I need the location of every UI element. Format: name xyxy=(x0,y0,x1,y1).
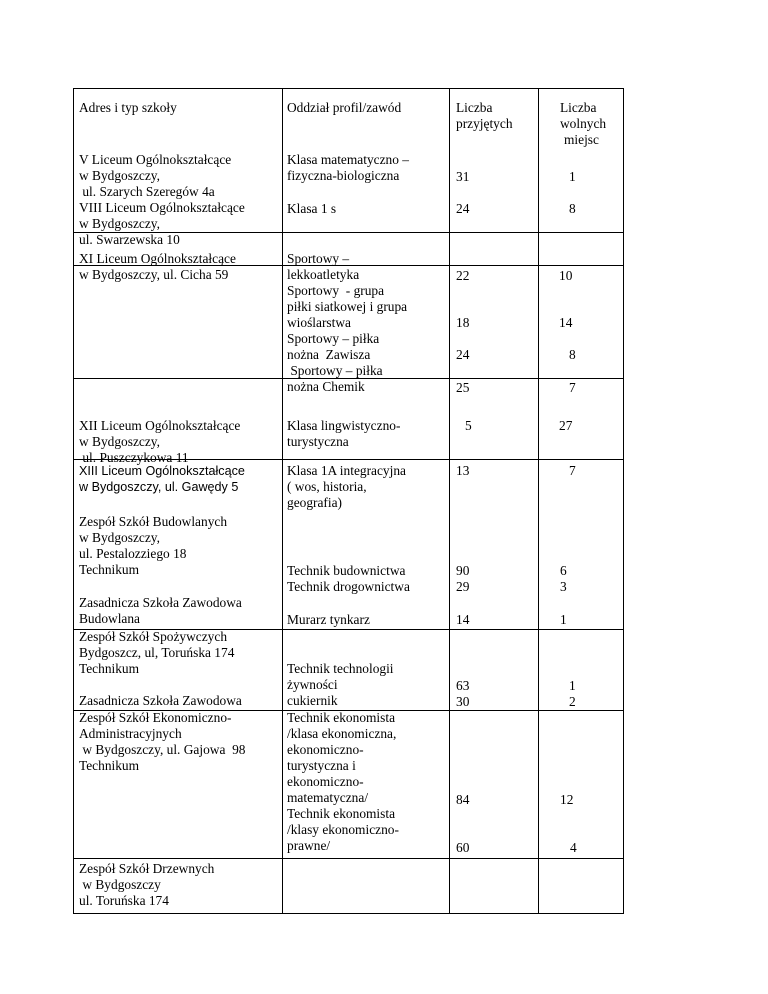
row4-free: 27 xyxy=(559,418,573,433)
row8-profile-line3: ekonomiczno- xyxy=(287,742,364,757)
row4-school-line3: ul. Puszczykowa 11 xyxy=(79,450,189,465)
row3-profile-line2: lekkoatletyka xyxy=(287,267,360,282)
row9-school-line2: w Bydgoszczy xyxy=(79,877,161,892)
row8-profile-line9: prawne/ xyxy=(287,838,331,853)
row3-admitted-3: 24 xyxy=(456,347,470,362)
row5-school-line2: w Bydgoszczy, ul. Gawędy 5 xyxy=(79,480,239,494)
row8-free-1: 12 xyxy=(560,792,574,807)
row1-profile-line2: fizyczna-biologiczna xyxy=(287,168,400,183)
row5-school-line1: XIII Liceum Ogólnokształcące xyxy=(79,464,245,478)
row4-admitted: 5 xyxy=(465,418,472,433)
row5-profile-line2: ( wos, historia, xyxy=(287,479,367,494)
header-free-line2: wolnych xyxy=(560,116,607,131)
header-admitted-line1: Liczba xyxy=(456,100,493,115)
row6-admitted-3: 14 xyxy=(456,612,470,627)
row9-school-line3: ul. Toruńska 174 xyxy=(79,893,169,908)
row3-profile-line9: nożna Chemik xyxy=(287,379,365,394)
row2-free: 8 xyxy=(569,201,576,216)
row8-profile-line4: turystyczna i xyxy=(287,758,356,773)
row8-profile-line8: /klasy ekonomiczno- xyxy=(287,822,399,837)
row3-admitted-2: 18 xyxy=(456,315,470,330)
row7-free-2: 2 xyxy=(569,694,576,709)
row1-free: 1 xyxy=(569,169,576,184)
row3-school-line2: w Bydgoszczy, ul. Cicha 59 xyxy=(79,267,229,282)
row8-school-line1: Zespół Szkół Ekonomiczno- xyxy=(79,710,232,725)
row7-school-line3: Technikum xyxy=(79,661,140,676)
row8-profile-line7: Technik ekonomista xyxy=(287,806,396,821)
row8-profile-line5: ekonomiczno- xyxy=(287,774,364,789)
row6-profile-line3: Murarz tynkarz xyxy=(287,612,370,627)
row6-school-line4: Technikum xyxy=(79,562,140,577)
row1-profile-line1: Klasa matematyczno – xyxy=(287,152,409,167)
header-free-line3: miejsc xyxy=(564,132,599,147)
row7-school-line2: Bydgoszcz, ul, Toruńska 174 xyxy=(79,645,235,660)
row5-profile-line1: Klasa 1A integracyjna xyxy=(287,463,406,478)
row7-profile-line1: Technik technologii xyxy=(287,661,394,676)
row6-school-line6: Zasadnicza Szkoła Zawodowa xyxy=(79,595,242,610)
row6-school-line3: ul. Pestalozziego 18 xyxy=(79,546,187,561)
row5-free: 7 xyxy=(569,463,576,478)
row1-school-line3: ul. Szarych Szeregów 4a xyxy=(79,184,215,199)
row8-admitted-2: 60 xyxy=(456,840,470,855)
row9-school-line1: Zespół Szkół Drzewnych xyxy=(79,861,215,876)
row6-free-2: 3 xyxy=(560,579,567,594)
row2-admitted: 24 xyxy=(456,201,470,216)
row3-profile-line1: Sportowy – xyxy=(287,251,350,266)
row7-school-line1: Zespół Szkół Spożywczych xyxy=(79,629,228,644)
row8-school-line2: Administracyjnych xyxy=(79,726,182,741)
row7-school-line5: Zasadnicza Szkoła Zawodowa xyxy=(79,693,242,708)
row1-school-line1: V Liceum Ogólnokształcące xyxy=(79,152,232,167)
row8-free-2: 4 xyxy=(570,840,577,855)
row3-admitted-1: 22 xyxy=(456,268,470,283)
row2-profile-line1: Klasa 1 s xyxy=(287,201,337,216)
row1-admitted: 31 xyxy=(456,169,470,184)
row7-admitted-2: 30 xyxy=(456,694,470,709)
row3-free-2: 14 xyxy=(559,315,573,330)
admissions-table xyxy=(73,88,624,914)
row3-profile-line5: wioślarstwa xyxy=(287,315,351,330)
row7-profile-line3: cukiernik xyxy=(287,693,338,708)
row4-school-line2: w Bydgoszczy, xyxy=(79,434,160,449)
row6-admitted-1: 90 xyxy=(456,563,470,578)
row3-admitted-4: 25 xyxy=(456,380,470,395)
header-profile: Oddział profil/zawód xyxy=(287,100,402,115)
row6-profile-line1: Technik budownictwa xyxy=(287,563,406,578)
row3-free-4: 7 xyxy=(569,380,576,395)
row6-profile-line2: Technik drogownictwa xyxy=(287,579,410,594)
row6-school-line1: Zespół Szkół Budowlanych xyxy=(79,514,228,529)
row8-school-line3: w Bydgoszczy, ul. Gajowa 98 xyxy=(79,742,246,757)
row8-admitted-1: 84 xyxy=(456,792,470,807)
row5-profile-line3: geografia) xyxy=(287,495,343,510)
header-school: Adres i typ szkoły xyxy=(79,100,177,115)
row8-profile-line2: /klasa ekonomiczna, xyxy=(287,726,397,741)
row7-profile-line2: żywności xyxy=(287,677,338,692)
row3-profile-line4: piłki siatkowej i grupa xyxy=(287,299,408,314)
row7-free-1: 1 xyxy=(569,678,576,693)
row3-school-line1: XI Liceum Ogólnokształcące xyxy=(79,251,236,266)
row4-profile-line2: turystyczna xyxy=(287,434,349,449)
row8-school-line4: Technikum xyxy=(79,758,140,773)
row8-profile-line1: Technik ekonomista xyxy=(287,710,396,725)
row3-free-3: 8 xyxy=(569,347,576,362)
row3-profile-line6: Sportowy – piłka xyxy=(287,331,380,346)
row6-free-3: 1 xyxy=(560,612,567,627)
row4-profile-line1: Klasa lingwistyczno- xyxy=(287,418,401,433)
row6-school-line2: w Bydgoszczy, xyxy=(79,530,160,545)
row6-school-line7: Budowlana xyxy=(79,611,140,626)
header-free-line1: Liczba xyxy=(560,100,597,115)
row7-admitted-1: 63 xyxy=(456,678,470,693)
row8-profile-line6: matematyczna/ xyxy=(287,790,369,805)
row2-school-line3: ul. Swarzewska 10 xyxy=(79,232,180,247)
row2-school-line1: VIII Liceum Ogólnokształcące xyxy=(79,200,245,215)
row3-profile-line7: nożna Zawisza xyxy=(287,347,371,362)
row4-school-line1: XII Liceum Ogólnokształcące xyxy=(79,418,241,433)
row3-free-1: 10 xyxy=(559,268,573,283)
row1-school-line2: w Bydgoszczy, xyxy=(79,168,160,183)
row5-admitted: 13 xyxy=(456,463,470,478)
row6-free-1: 6 xyxy=(560,563,567,578)
row2-school-line2: w Bydgoszczy, xyxy=(79,216,160,231)
header-admitted-line2: przyjętych xyxy=(456,116,513,131)
row3-profile-line3: Sportowy - grupa xyxy=(287,283,385,298)
row3-profile-line8: Sportowy – piłka xyxy=(287,363,383,378)
row6-admitted-2: 29 xyxy=(456,579,470,594)
